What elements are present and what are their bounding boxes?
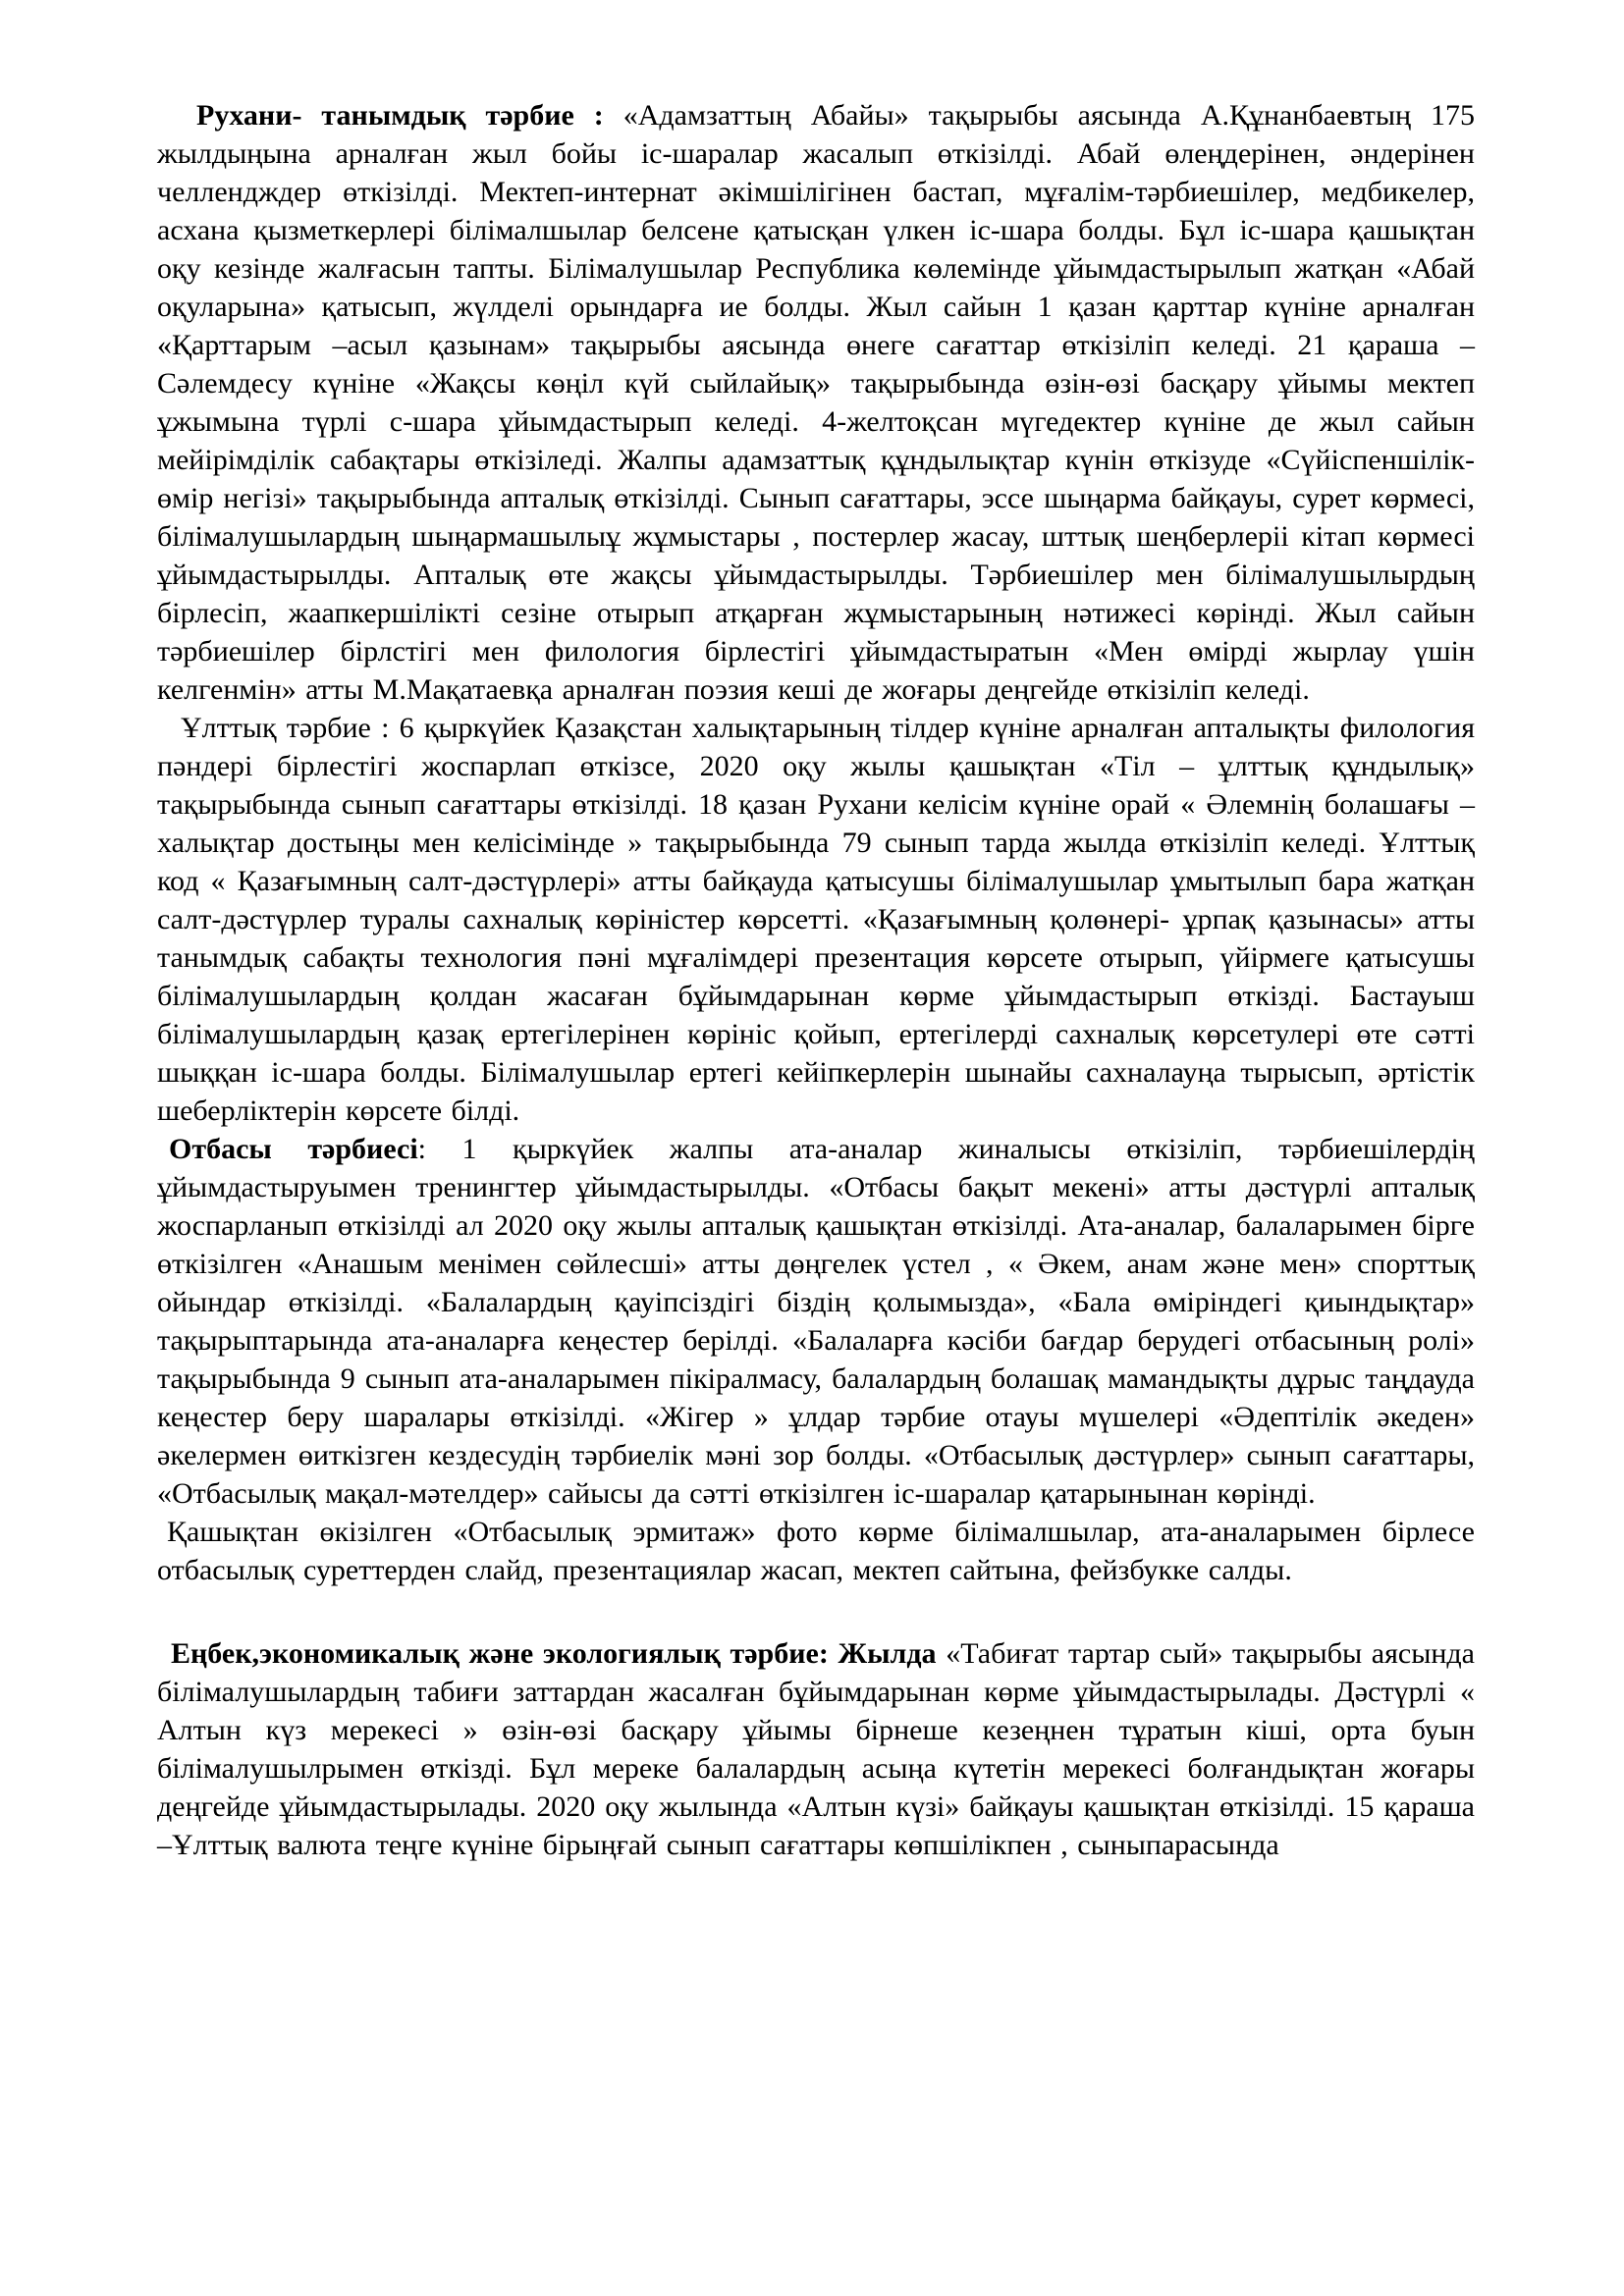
- paragraph-family-education: [157, 1130, 1475, 1513]
- paragraph-text-labor-ecological: «Табиғат тартар сый» тақырыбы аясында білімалушылардың табиғи заттардан жасалған бұйымдарынан көрме ұйымдастырылады. Дәстүрлі « Алтын күз мерекесі » өзін-өзі басқару ұйымы бірнеше кезеңнен тұратын кіші, орта буын білімалушылрымен өткізді. Бұл мереке балалардың асыңа күтетін мерекесі болғандықтан жоғары деңгейде ұйымдастырылады. 2020 оқу жылында «Алтын күзі» байқауы қашықтан өткізілді. 15 қараша –Ұлттық валюта теңге күніне бірыңғай сынып сағаттары көпшілікпен , сыныпарасында: [157, 1637, 1476, 1861]
- paragraph-text-hermitage: Қашықтан өкізілген «Отбасылық эрмитаж» фото көрме білімалшылар, ата-аналарымен бірлесе отбасылық суреттерден слайд, презентациялар жасап, мектеп сайтына, фейзбукке салды.: [157, 1516, 1475, 1586]
- paragraph-lead-spiritual-cognitive: Рухани- танымдық тәрбие :: [196, 99, 623, 132]
- paragraph-text-spiritual-cognitive: «Адамзаттың Абайы» тақырыбы аясында А.Құнанбаевтың 175 жылдыңына арналған жыл бойы іс-шаралар жасалып өткізілді. Абай өлеңдерінен, әндерінен челлендждер өткізілді. Мектеп-интернат әкімшілігінен бастап, мұғалім-тәрбиешілер, медбикелер, асхана қызметкерлері білімалшылар белсене қатысқан үлкен іс-шара болды. Бұл іс-шара қашықтан оқу кезінде жалғасын тапты. Білімалушылар Республика көлемінде ұйымдастырылып жатқан «Абай оқуларына» қатысып, жүлделі орындарға ие болды. Жыл сайын 1 қазан қарттар күніне арналған «Қарттарым –асыл қазынам» тақырыбы аясында өнеге сағаттар өткізіліп келеді. 21 қараша –Сәлемдесу күніне «Жақсы көңіл күй сыйлайық» тақырыбында өзін-өзі басқару ұйымы мектеп ұжымына түрлі с-шара ұйымдастырып келеді. 4-желтоқсан мүгедектер күніне де жыл сайын мейірімділік сабақтары өткізіледі. Жалпы адамзаттық құндылықтар күнін өткізуде «Сүйіспеншілік- өмір негізі» тақырыбында апталық өткізілді. Сынып сағаттары, эссе шыңарма байқауы, сурет көрмесі, білімалушылардың шыңармашылыұ жұмыстары , постерлер жасау, шттық шеңберлеріі кітап көрмесі ұйымдастырылды. Апталық өте жақсы ұйымдастырылды. Тәрбиешілер мен білімалушылырдың бірлесіп, жаапкершілікті сезіне отырып атқарған жұмыстарының нәтижесі көрінді. Жыл сайын тәрбиешілер бірлстігі мен филология бірлестігі ұйымдастыратын «Мен өмірді жырлау үшін келгенмін» атты М.Мақатаевқа арналған поэзия кеші де жоғары деңгейде өткізіліп келеді.: [157, 99, 1475, 706]
- paragraph-text-family: : 1 қыркүйек жалпы ата-аналар жиналысы өткізіліп, тәрбиешілердің ұйымдастыруымен тренингтер ұйымдастырылды. «Отбасы бақыт мекені» атты дәстүрлі апталық жоспарланып өткізілді ал 2020 оқу жылы апталық қашықтан өткізілді. Ата-аналар, балаларымен бірге өткізілген «Анашым менімен сөйлесші» атты дөңгелек үстел , « Әкем, анам және мен» спорттық ойындар өткізілді. «Балалардың қауіпсіздігі біздің қолымызда», «Бала өміріндегі қиындықтар» тақырыптарында ата-аналарға кеңестер берілді. «Балаларға кәсіби бағдар берудегі отбасының ролі» тақырыбында 9 сынып ата-аналарымен пікіралмасу, балалардың болашақ мамандықты дұрыс таңдауда кеңестер беру шаралары өткізілді. «Жігер » ұлдар тәрбие отауы мүшелері «Әдептілік әкеден» әкелермен өиткізген кездесудің тәрбиелік мәні зор болды. «Отбасылық дәстүрлер» сынып сағаттары, «Отбасылық мақал-мәтелдер» сайысы да сәтті өткізілген іс-шаралар қатарынынан көрінді.: [157, 1133, 1475, 1510]
- paragraph-lead-family: Отбасы тәрбиесі: [169, 1133, 418, 1165]
- paragraph-lead-labor-ecological: Еңбек,экономикалық және экологиялық тәрбие: Жылда: [171, 1637, 947, 1670]
- paragraph-family-hermitage: [157, 1513, 1475, 1589]
- paragraph-spiritual-cognitive-education: [157, 96, 1475, 709]
- paragraph-text-national: Ұлттық тәрбие : 6 қыркүйек Қазақстан халықтарының тілдер күніне арналған апталықты филология пәндері бірлестігі жоспарлап өткізсе, 2020 оқу жылы қашықтан «Тіл – ұлттық құндылық» тақырыбында сынып сағаттары өткізілді. 18 қазан Рухани келісім күніне орай « Әлемнің болашағы – халықтар достыңы мен келісімінде » тақырыбында 79 сынып тарда жылда өткізіліп келеді. Ұлттық код « Қазағымның салт-дәстүрлері» атты байқауда қатысушы білімалушылар ұмытылып бара жатқан салт-дәстүрлер туралы сахналық көріністер көрсетті. «Қазағымның қолөнері- ұрпақ қазынасы» атты танымдық сабақты технология пәні мұғалімдері презентация көрсете отырып, үйірмеге қатысушы білімалушылардың қолдан жасаған бұйымдарынан көрме ұйымдастырып өткізді. Бастауыш білімалушылардың қазақ ертегілерінен көрініс қойып, ертегілерді сахналық көрсетулері өте сәтті шыққан іс-шара болды. Білімалушылар ертегі кейіпкерлерін шынайы сахналауңа тырысып, әртістік шеберліктерін көрсете білді.: [157, 712, 1475, 1127]
- paragraph-labor-economic-ecological-education: [157, 1634, 1475, 1864]
- paragraph-national-education: [157, 709, 1475, 1130]
